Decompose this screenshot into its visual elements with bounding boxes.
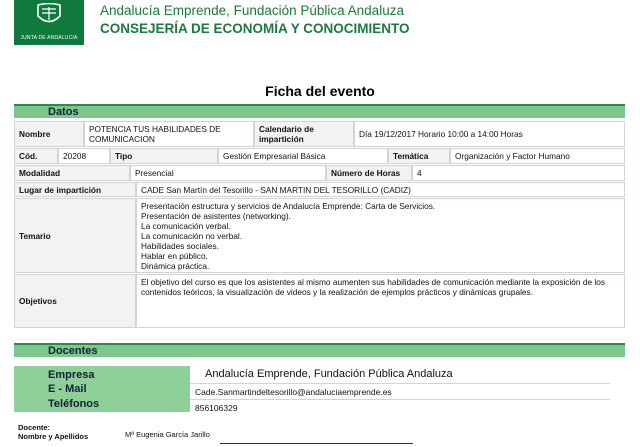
docente-label-line1: Docente:: [18, 423, 51, 432]
docente-label-line2: Nombre y Apellidos: [18, 432, 89, 441]
objetivos-value: El objetivo del curso es que los asistentes al mismo aumenten sus habilidades de comunicación mediante la exposición de los contenidos teóricos, la visualización de videos y la realización de ejemplos prácticos y dinámicas grupales.: [136, 274, 625, 328]
nombre-label: Nombre: [14, 121, 84, 147]
email-value: Cade.Sanmartindeltesorillo@andaluciaemprende.es: [195, 387, 392, 397]
section-docentes-label: Docentes: [48, 345, 98, 357]
objetivos-label: Objetivos: [14, 274, 136, 328]
temario-line: Habilidades sociales.: [141, 241, 219, 251]
modalidad-value: Presencial: [130, 165, 326, 181]
email-label: E - Mail: [48, 383, 87, 395]
divider: [190, 383, 610, 384]
page-header: [0, 0, 640, 48]
consejeria-name: CONSEJERÍA DE ECONOMÍA Y CONOCIMIENTO: [100, 21, 410, 36]
temario-line: La comunicación verbal.: [141, 221, 231, 231]
junta-andalucia-logo: [14, 0, 84, 45]
page-title: Ficha del evento: [265, 83, 375, 99]
empresa-label: Empresa: [48, 369, 95, 381]
telefonos-label: Teléfonos: [48, 398, 100, 410]
temario-line: La comunicación no verbal.: [141, 231, 243, 241]
cod-value: 20208: [58, 148, 110, 164]
docentes-labels-block: [14, 366, 190, 412]
temario-line: Presentación estructura y servicios de Andalucía Emprende: Carta de Servicios.: [141, 201, 436, 211]
lugar-label: Lugar de impartición: [14, 182, 136, 197]
section-docentes: [14, 343, 625, 357]
docente-value: Mª Eugenia García Jarillo: [125, 430, 210, 439]
tematica-label: Temática: [388, 148, 450, 164]
temario-label: Temario: [14, 198, 136, 273]
temario-line: Dinámica práctica.: [141, 261, 210, 271]
horas-label: Número de Horas: [326, 165, 412, 181]
tipo-label: Tipo: [110, 148, 218, 164]
empresa-value: Andalucía Emprende, Fundación Pública Andaluza: [205, 368, 453, 380]
section-datos-label: Datos: [48, 106, 79, 118]
telefono-value: 856106329: [195, 403, 238, 413]
calendario-value: Día 19/12/2017 Horario 10:00 a 14:00 Horas: [354, 121, 625, 147]
section-datos: [14, 104, 625, 118]
divider: [190, 399, 610, 400]
horas-value: 4: [412, 165, 625, 181]
org-name: Andalucía Emprende, Fundación Pública Andaluza: [100, 3, 404, 18]
lugar-value: CADE San Martín del Tesorillo - SAN MARTIN DEL TESORILLO (CADIZ): [136, 182, 625, 197]
signature-line: [220, 443, 413, 444]
temario-line: Presentación de asistentes (networking).: [141, 211, 291, 221]
modalidad-label: Modalidad: [14, 165, 130, 181]
tematica-value: Organización y Factor Humano: [450, 148, 625, 164]
logo-text: JUNTA DE ANDALUCIA: [20, 35, 78, 41]
cod-label: Cód.: [14, 148, 58, 164]
temario-value: [136, 198, 625, 273]
nombre-value: POTENCIA TUS HABILIDADES DE COMUNICACION: [84, 121, 254, 147]
docente-label: [18, 423, 88, 441]
calendario-label: Calendario de impartición: [254, 121, 354, 147]
temario-line: Hablar en público.: [141, 251, 208, 261]
coat-of-arms-icon: [35, 3, 63, 27]
tipo-value: Gestión Empresarial Básica: [218, 148, 388, 164]
